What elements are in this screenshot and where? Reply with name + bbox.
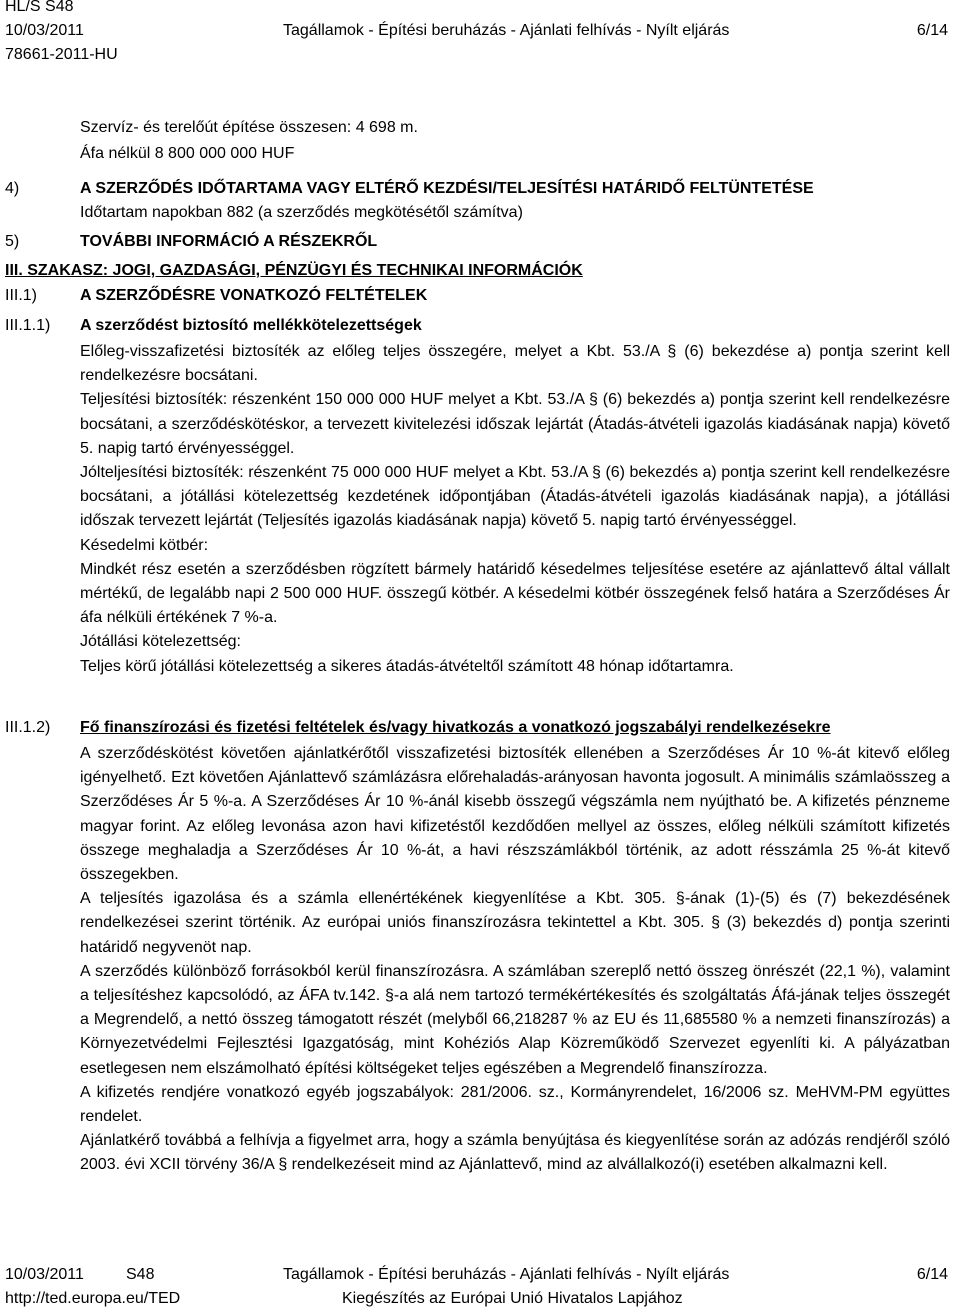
paragraph: Teljes körű jótállási kötelezettség a sikeres átadás-átvételtől számított 48 hónap időtartamra. (80, 657, 734, 675)
paragraph: A szerződés különböző forrásokból kerül finanszírozásra. A számlában szereplő nettó összeg önrészét (22,1 %), valamint a teljesítéshez kapcsolódó, az ÁFA tv.142. §-a alá nem tartozó termékértékesítés és szolgáltatás Áfá-jának teljes összegét a Megrendelő, a nettó összeg támogatott részét (melyből 66,218287 % az EU és 11,685580 % a nemzeti finanszírozás) a Környezetvédelmi Fejlesztési Igazgatóság, mint Kohéziós Alap Közreműködő Szervezet egyenlíti ki. A pályázatban esetlegesen nem elszámolható építési költségeket teljes egészében a Megrendelő finanszírozza. (80, 962, 950, 1077)
footer-page: 6/14 (916, 1266, 948, 1283)
paragraph: Előleg-visszafizetési biztosíték az előleg teljes összegére, melyet a Kbt. 53./A § (6) bekezdése a) pontja szerint kell rendelkezésre bocsátani. (80, 343, 950, 385)
paragraph: Jólteljesítési biztosíték: részenként 75 000 000 HUF melyet a Kbt. 53./A § (6) bekezdés a) pontja szerint kell rendelkezésre bocsátani, a jótállási kötelezettség kezdetének időpontjában (Átadás-átvételi igazolás kiadásának napja), a jótállási időszak tervezett lejártát (Teljesítés igazolás kiadásának napja) követő 5. napig tartó érvényességgel. (80, 464, 950, 530)
section-3-1-2-body (80, 742, 950, 1178)
section-3-1-2-number: III.1.2) (5, 719, 51, 736)
section-4-title: A SZERZŐDÉS IDŐTARTAMA VAGY ELTÉRŐ KEZDÉSI/TELJESÍTÉSI HATÁRIDŐ FELTÜNTETÉSE (80, 180, 814, 197)
section-5-number: 5) (5, 233, 20, 250)
paragraph: A teljesítés igazolása és a számla ellenértékének kiegyenlítése a Kbt. 305. §-ának (1)-(5) és (7) bekezdésének rendelkezései szerint történik. Az európai uniós finanszírozásra tekintettel a Kbt. 305. § (3) bekezdés d) pontja szerinti határidő negyvenöt nap. (80, 890, 950, 956)
header-doc-number: 78661-2011-HU (5, 46, 118, 63)
footer-url[interactable]: http://ted.europa.eu/TED (5, 1290, 181, 1307)
footer-publisher: Kiegészítés az Európai Unió Hivatalos Lapjához (342, 1290, 683, 1307)
section-4-text: Időtartam napokban 882 (a szerződés megkötésétől számítva) (80, 204, 523, 221)
paragraph: A szerződéskötést követően ajánlatkérőtől visszafizetési biztosíték ellenében a Szerződéses Ár 10 %-át kitevő előleg igényelhető. Ezt követően Ajánlattevő számlázásra előrehaladás-arányosan havonta jogosult. A minimális számlaösszeg a Szerződéses Ár 5 %-a. A Szerződéses Ár 10 %-ánál kisebb összegű végszámla nem nyújtható be. A kifizetés pénzneme magyar forint. Az előleg levonása azon havi kifizetéstől kezdődően mellyel az összes, előleg nélküli számított kifizetés összege meghaladja a Szerződéses Ár 10 %-át, a havi részszámlákból történik, az adott résszámla 25 %-át kitevő összegekben. (80, 745, 950, 884)
paragraph: Teljesítési biztosíték: részenként 150 000 000 HUF melyet a Kbt. 53./A § (6) bekezdés a) pontja szerint kell rendelkezésre bocsátani, a szerződéskötéskor, a tervezett kivitelezési időszak lejártát (Átadás-átvételi igazolás kiadásának napja) követő 5. napig tartó érvényességgel. (80, 391, 950, 457)
header-page: 6/14 (916, 22, 948, 39)
footer-title: Tagállamok - Építési beruházás - Ajánlati felhívás - Nyílt eljárás (283, 1266, 730, 1283)
footer-series: S48 (126, 1266, 155, 1283)
section-3-1-title: A SZERZŐDÉSRE VONATKOZÓ FELTÉTELEK (80, 287, 428, 304)
paragraph: Mindkét rész esetén a szerződésben rögzített bármely határidő késedelmes teljesítése esetére az ajánlattevő által vállalt mértékű, de legalább napi 2 500 000 HUF. összegű kötbér. A késedelmi kötbér összegének felső határa a Szerződéses Ár áfa nélküli értékének 7 %-a. (80, 560, 950, 627)
section-3-1-1-body (80, 340, 950, 679)
section-3-1-1-number: III.1.1) (5, 317, 51, 334)
section-3-1-number: III.1) (5, 287, 38, 304)
section-3-1-2-title: Fő finanszírozási és fizetési feltételek és/vagy hivatkozás a vonatkozó jogszabályi rendelkezésekre (80, 719, 831, 736)
header-doc-type: HL/S S48 (5, 0, 74, 15)
header-date: 10/03/2011 (5, 22, 84, 39)
section-4-number: 4) (5, 180, 20, 197)
header-title: Tagállamok - Építési beruházás - Ajánlati felhívás - Nyílt eljárás (283, 22, 730, 39)
footer-date: 10/03/2011 (5, 1266, 84, 1283)
paragraph: Ajánlatkérő továbbá a felhívja a figyelmet arra, hogy a számla benyújtása és kiegyenlítése során az adózás rendjéről szóló 2003. évi XCII törvény 36/A § rendelkezéseit mind az Ajánlattevő, mind az alvállalkozó(i) esetében alkalmazni kell. (80, 1132, 950, 1174)
section-5-title: TOVÁBBI INFORMÁCIÓ A RÉSZEKRŐL (80, 233, 378, 250)
section-3-1-1-title: A szerződést biztosító mellékkötelezettségek (80, 317, 422, 334)
intro-line-2: Áfa nélkül 8 800 000 000 HUF (80, 145, 295, 162)
section-3-title: III. SZAKASZ: JOGI, GAZDASÁGI, PÉNZÜGYI ÉS TECHNIKAI INFORMÁCIÓK (5, 262, 583, 279)
paragraph: Jótállási kötelezettség: (80, 633, 241, 651)
paragraph: Késedelmi kötbér: (80, 536, 209, 554)
intro-line-1: Szervíz- és terelőút építése összesen: 4 698 m. (80, 119, 418, 136)
paragraph: A kifizetés rendjére vonatkozó egyéb jogszabályok: 281/2006. sz., Kormányrendelet, 16/2006 sz. MeHVM-PM együttes rendelet. (80, 1083, 950, 1126)
